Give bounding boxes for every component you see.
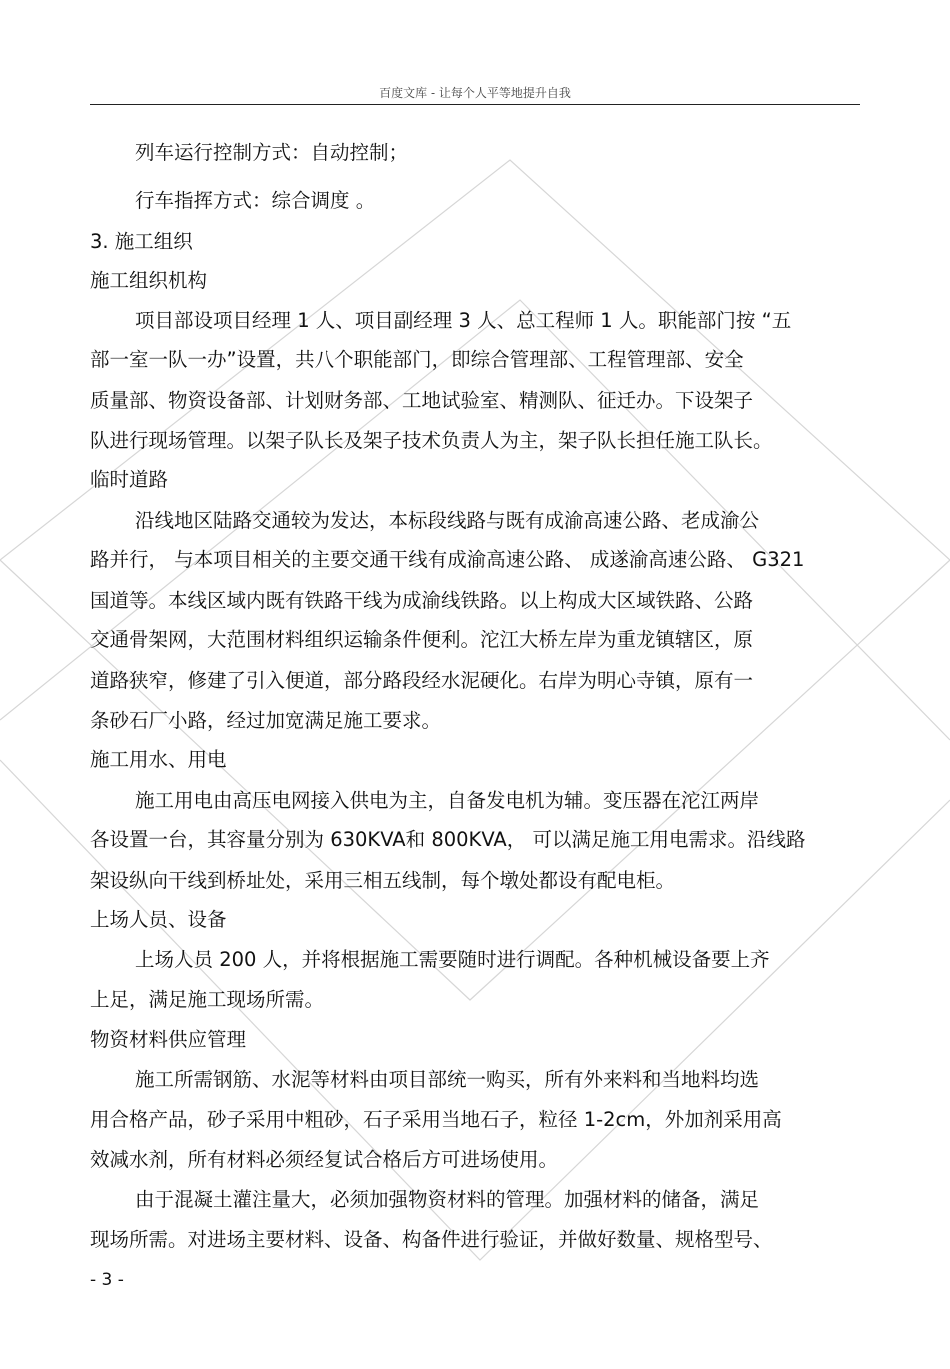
paragraph-line: 施工所需钢筋、水泥等材料由项目部统一购买，所有外来料和当地料均选	[135, 1068, 760, 1091]
paragraph-line: 道路狭窄，修建了引入便道，部分路段经水泥硬化。右岸为明心寺镇，原有一	[90, 669, 754, 692]
page-header: 百度文库 - 让每个人平等地提升自我	[379, 86, 571, 100]
paragraph-line: 上场人员 200 人，并将根据施工需要随时进行调配。各种机械设备要上齐	[135, 948, 770, 971]
subsection-heading: 物资材料供应管理	[90, 1028, 247, 1051]
subsection-heading: 施工组织机构	[90, 269, 208, 292]
paragraph-line: 现场所需。对进场主要材料、设备、构备件进行验证，并做好数量、规格型号、	[90, 1228, 773, 1251]
paragraph-line: 架设纵向干线到桥址处，采用三相五线制，每个墩处都设有配电柜。	[90, 869, 676, 892]
paragraph-line: 部一室一队一办”设置，共八个职能部门，即综合管理部、工程管理部、安全	[90, 348, 744, 371]
paragraph-line: 各设置一台，其容量分别为 630KVA和 800KVA， 可以满足施工用电需求。沿线路	[90, 828, 806, 851]
paragraph-line: 项目部设项目经理 1 人、项目副经理 3 人、总工程师 1 人。职能部门按 “五	[135, 309, 792, 332]
paragraph-line: 行车指挥方式：综合调度 。	[135, 189, 376, 212]
paragraph-line: 用合格产品，砂子采用中粗砂，石子采用当地石子，粒径 1-2cm，外加剂采用高	[90, 1108, 782, 1131]
paragraph-line: 列车运行控制方式：自动控制；	[135, 141, 409, 164]
paragraph-line: 队进行现场管理。以架子队长及架子技术负责人为主，架子队长担任施工队长。	[90, 429, 773, 452]
paragraph-line: 国道等。本线区域内既有铁路干线为成渝线铁路。以上构成大区域铁路、公路	[90, 589, 754, 612]
paragraph-line: 效减水剂，所有材料必须经复试合格后方可进场使用。	[90, 1148, 559, 1171]
paragraph-line: 上足，满足施工现场所需。	[90, 988, 325, 1011]
header-divider	[90, 104, 860, 105]
paragraph-line: 沿线地区陆路交通较为发达，本标段线路与既有成渝高速公路、老成渝公	[135, 509, 760, 532]
section-heading: 3. 施工组织	[90, 230, 193, 253]
paragraph-line: 交通骨架网，大范围材料组织运输条件便利。沱江大桥左岸为重龙镇辖区，原	[90, 628, 754, 651]
paragraph-line: 条砂石厂小路，经过加宽满足施工要求。	[90, 709, 442, 732]
paragraph-line: 施工用电由高压电网接入供电为主，自备发电机为辅。变压器在沱江两岸	[135, 789, 760, 812]
paragraph-line: 质量部、物资设备部、计划财务部、工地试验室、精测队、征迁办。下设架子	[90, 389, 754, 412]
paragraph-line: 路并行， 与本项目相关的主要交通干线有成渝高速公路、 成遂渝高速公路、 G321	[90, 548, 805, 571]
subsection-heading: 临时道路	[90, 468, 169, 491]
subsection-heading: 施工用水、用电	[90, 748, 227, 771]
subsection-heading: 上场人员、设备	[90, 908, 227, 931]
paragraph-line: 由于混凝土灌注量大，必须加强物资材料的管理。加强材料的储备，满足	[135, 1188, 760, 1211]
page-number: - 3 -	[90, 1270, 124, 1290]
